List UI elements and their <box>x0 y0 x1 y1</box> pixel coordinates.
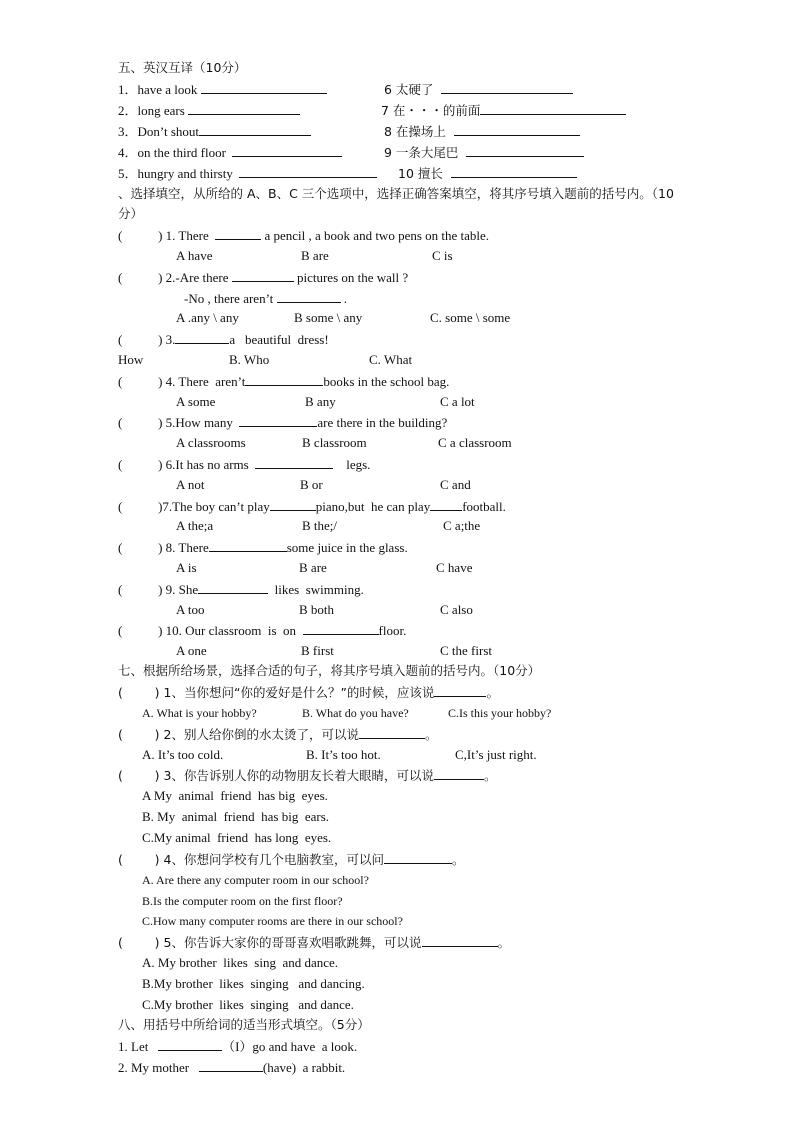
option-a: A. My brother likes sing and dance. <box>142 955 339 970</box>
option-b: B. My animal friend has big ears. <box>142 809 330 824</box>
answer-blank[interactable] <box>199 1059 263 1072</box>
answer-blank[interactable] <box>198 581 268 594</box>
answer-blank[interactable] <box>434 684 486 697</box>
scenario-question-1: ( ) 1、当你想问“你的爱好是什么？”的时候，应该说 。 <box>118 685 499 700</box>
mc-question-8: ( ) 8. There some juice in the glass. <box>118 540 408 555</box>
option-b: B are <box>301 248 329 263</box>
mc-question-3: ( ) 3. a beautiful dress! <box>118 332 329 347</box>
answer-blank[interactable] <box>239 414 317 427</box>
answer-blank[interactable] <box>270 498 316 511</box>
answer-blank[interactable] <box>434 767 484 780</box>
option-c: C the first <box>440 643 492 658</box>
section-6-title-cont: 分） <box>118 206 144 221</box>
answer-blank[interactable] <box>201 81 327 94</box>
scenario-question-2: ( ) 2、别人给你倒的水太烫了，可以说 。 <box>118 727 438 742</box>
answer-bracket[interactable]: ( ) <box>118 623 163 638</box>
item-1: 1．have a look <box>118 81 327 98</box>
answer-blank[interactable] <box>232 144 342 157</box>
answer-blank[interactable] <box>303 622 379 635</box>
option-a: A have <box>176 248 213 263</box>
option-a: A one <box>176 643 207 658</box>
answer-bracket[interactable]: ( ) <box>118 415 163 430</box>
option-c: C a;the <box>443 518 481 533</box>
option-b: B. What do you have? <box>302 706 409 720</box>
option-c: C is <box>432 248 453 263</box>
option-a: A not <box>176 477 205 492</box>
fill-question-2: 2. My mother (have) a rabbit. <box>118 1060 346 1075</box>
mc-question-6: ( ) 6.It has no arms legs. <box>118 457 371 472</box>
item-8: 8 在操场上 <box>384 123 580 140</box>
answer-bracket[interactable]: ( ) <box>118 768 160 783</box>
option-c: C,It’s just right. <box>455 747 537 762</box>
answer-blank[interactable] <box>245 373 323 386</box>
mc-question-10: ( ) 10. Our classroom is on floor. <box>118 623 407 638</box>
item-9: 9 一条大尾巴 <box>384 144 584 161</box>
option-c: C.My animal friend has long eyes. <box>142 830 332 845</box>
option-b: B. It’s too hot. <box>306 747 381 762</box>
answer-blank[interactable] <box>232 269 294 282</box>
option-b: B any <box>305 394 336 409</box>
answer-blank[interactable] <box>441 81 573 94</box>
option-b: B.My brother likes singing and dancing. <box>142 976 365 991</box>
mc-question-5: ( ) 5.How many are there in the building? <box>118 415 448 430</box>
option-c: C a lot <box>440 394 475 409</box>
fill-question-1: 1. Let （I）go and have a look. <box>118 1039 358 1054</box>
item-3: 3．Don’t shout <box>118 123 311 140</box>
option-b: B. Who <box>229 352 270 367</box>
option-a: A. What is your hobby? <box>142 706 257 720</box>
answer-bracket[interactable]: ( ) <box>118 270 163 285</box>
option-a: A some <box>176 394 216 409</box>
item-5: 5．hungry and thirsty <box>118 165 377 182</box>
option-b: B first <box>301 643 334 658</box>
scenario-question-3: ( ) 3、你告诉别人你的动物朋友长着大眼睛，可以说 。 <box>118 768 497 783</box>
option-c: C and <box>440 477 471 492</box>
option-b: B classroom <box>302 435 367 450</box>
option-a: How <box>118 352 144 367</box>
mc-question-2-response: -No , there aren’t . <box>184 291 348 306</box>
answer-blank[interactable] <box>451 165 577 178</box>
option-c: C a classroom <box>438 435 512 450</box>
answer-bracket[interactable]: ( ) <box>118 582 163 597</box>
mc-question-2: ( ) 2.-Are there pictures on the wall ? <box>118 270 409 285</box>
option-a: A. It’s too cold. <box>142 747 224 762</box>
answer-bracket[interactable]: ( ) <box>118 935 160 950</box>
answer-bracket[interactable]: ( ) <box>118 228 163 243</box>
answer-blank[interactable] <box>158 1038 222 1051</box>
mc-question-1: ( ) 1. There a pencil , a book and two pens on the table. <box>118 228 490 243</box>
option-a: A classrooms <box>176 435 246 450</box>
option-c: C. some \ some <box>430 310 511 325</box>
answer-bracket[interactable]: ( ) <box>118 685 160 700</box>
option-b: B both <box>299 602 335 617</box>
answer-blank[interactable] <box>239 165 377 178</box>
option-a: A is <box>176 560 197 575</box>
section-5-title: 五、英汉互译（10分） <box>118 60 247 75</box>
option-a: A .any \ any <box>176 310 239 325</box>
mc-question-9: ( ) 9. She likes swimming. <box>118 582 364 597</box>
option-b: B some \ any <box>294 310 363 325</box>
answer-blank[interactable] <box>277 290 341 303</box>
option-b: B the;/ <box>302 518 338 533</box>
answer-blank[interactable] <box>430 498 462 511</box>
option-a: A too <box>176 602 205 617</box>
answer-blank[interactable] <box>454 123 580 136</box>
option-a: A the;a <box>176 518 214 533</box>
option-c: C.Is this your hobby? <box>448 706 552 720</box>
option-a: A My animal friend has big eyes. <box>142 788 328 803</box>
answer-blank[interactable] <box>480 102 626 115</box>
section-8-title: 八、用括号中所给词的适当形式填空。（5分） <box>118 1017 370 1032</box>
answer-blank[interactable] <box>188 102 300 115</box>
answer-bracket[interactable]: ( ) <box>118 332 163 347</box>
section-6-title: 、选择填空，从所给的 A、B、C 三个选项中，选择正确答案填空，将其序号填入题前的括号内。（10 <box>118 186 674 201</box>
item-6: 6 太硬了 <box>384 81 573 98</box>
option-c: C.My brother likes singing and dance. <box>142 997 354 1012</box>
item-7: 7 在・・・的前面 <box>381 102 626 119</box>
option-b: B or <box>300 477 323 492</box>
item-2: 2．long ears <box>118 102 300 119</box>
option-b: B are <box>299 560 327 575</box>
option-c: C also <box>440 602 473 617</box>
answer-blank[interactable] <box>359 726 425 739</box>
answer-blank[interactable] <box>384 851 452 864</box>
answer-bracket[interactable]: ( ) <box>118 727 160 742</box>
mc-question-4: ( ) 4. There aren’t books in the school bag. <box>118 374 450 389</box>
answer-blank[interactable] <box>215 227 261 240</box>
answer-bracket[interactable]: ( ) <box>118 374 163 389</box>
answer-blank[interactable] <box>199 123 311 136</box>
answer-blank[interactable] <box>422 934 498 947</box>
item-10: 10 擅长 <box>398 165 577 182</box>
scenario-question-4: ( ) 4、你想问学校有几个电脑教室，可以问 。 <box>118 852 465 867</box>
option-c: C have <box>436 560 473 575</box>
answer-bracket[interactable]: ( ) <box>118 852 160 867</box>
section-7-title: 七、根据所给场景，选择合适的句子，将其序号填入题前的括号内。（10分） <box>118 663 541 678</box>
answer-blank[interactable] <box>209 539 287 552</box>
mc-question-7: ( )7.The boy can’t play piano,but he can play football. <box>118 499 506 514</box>
answer-bracket[interactable]: ( ) <box>118 499 163 514</box>
option-c: C.How many computer rooms are there in our school? <box>142 914 403 928</box>
answer-blank[interactable] <box>175 331 229 344</box>
answer-bracket[interactable]: ( ) <box>118 457 163 472</box>
answer-bracket[interactable]: ( ) <box>118 540 163 555</box>
option-b: B.Is the computer room on the first floor? <box>142 894 343 908</box>
item-4: 4．on the third floor <box>118 144 342 161</box>
answer-blank[interactable] <box>466 144 584 157</box>
answer-blank[interactable] <box>255 456 333 469</box>
scenario-question-5: ( ) 5、你告诉大家你的哥哥喜欢唱歌跳舞，可以说 。 <box>118 935 511 950</box>
option-a: A. Are there any computer room in our school? <box>142 873 369 887</box>
option-c: C. What <box>369 352 413 367</box>
